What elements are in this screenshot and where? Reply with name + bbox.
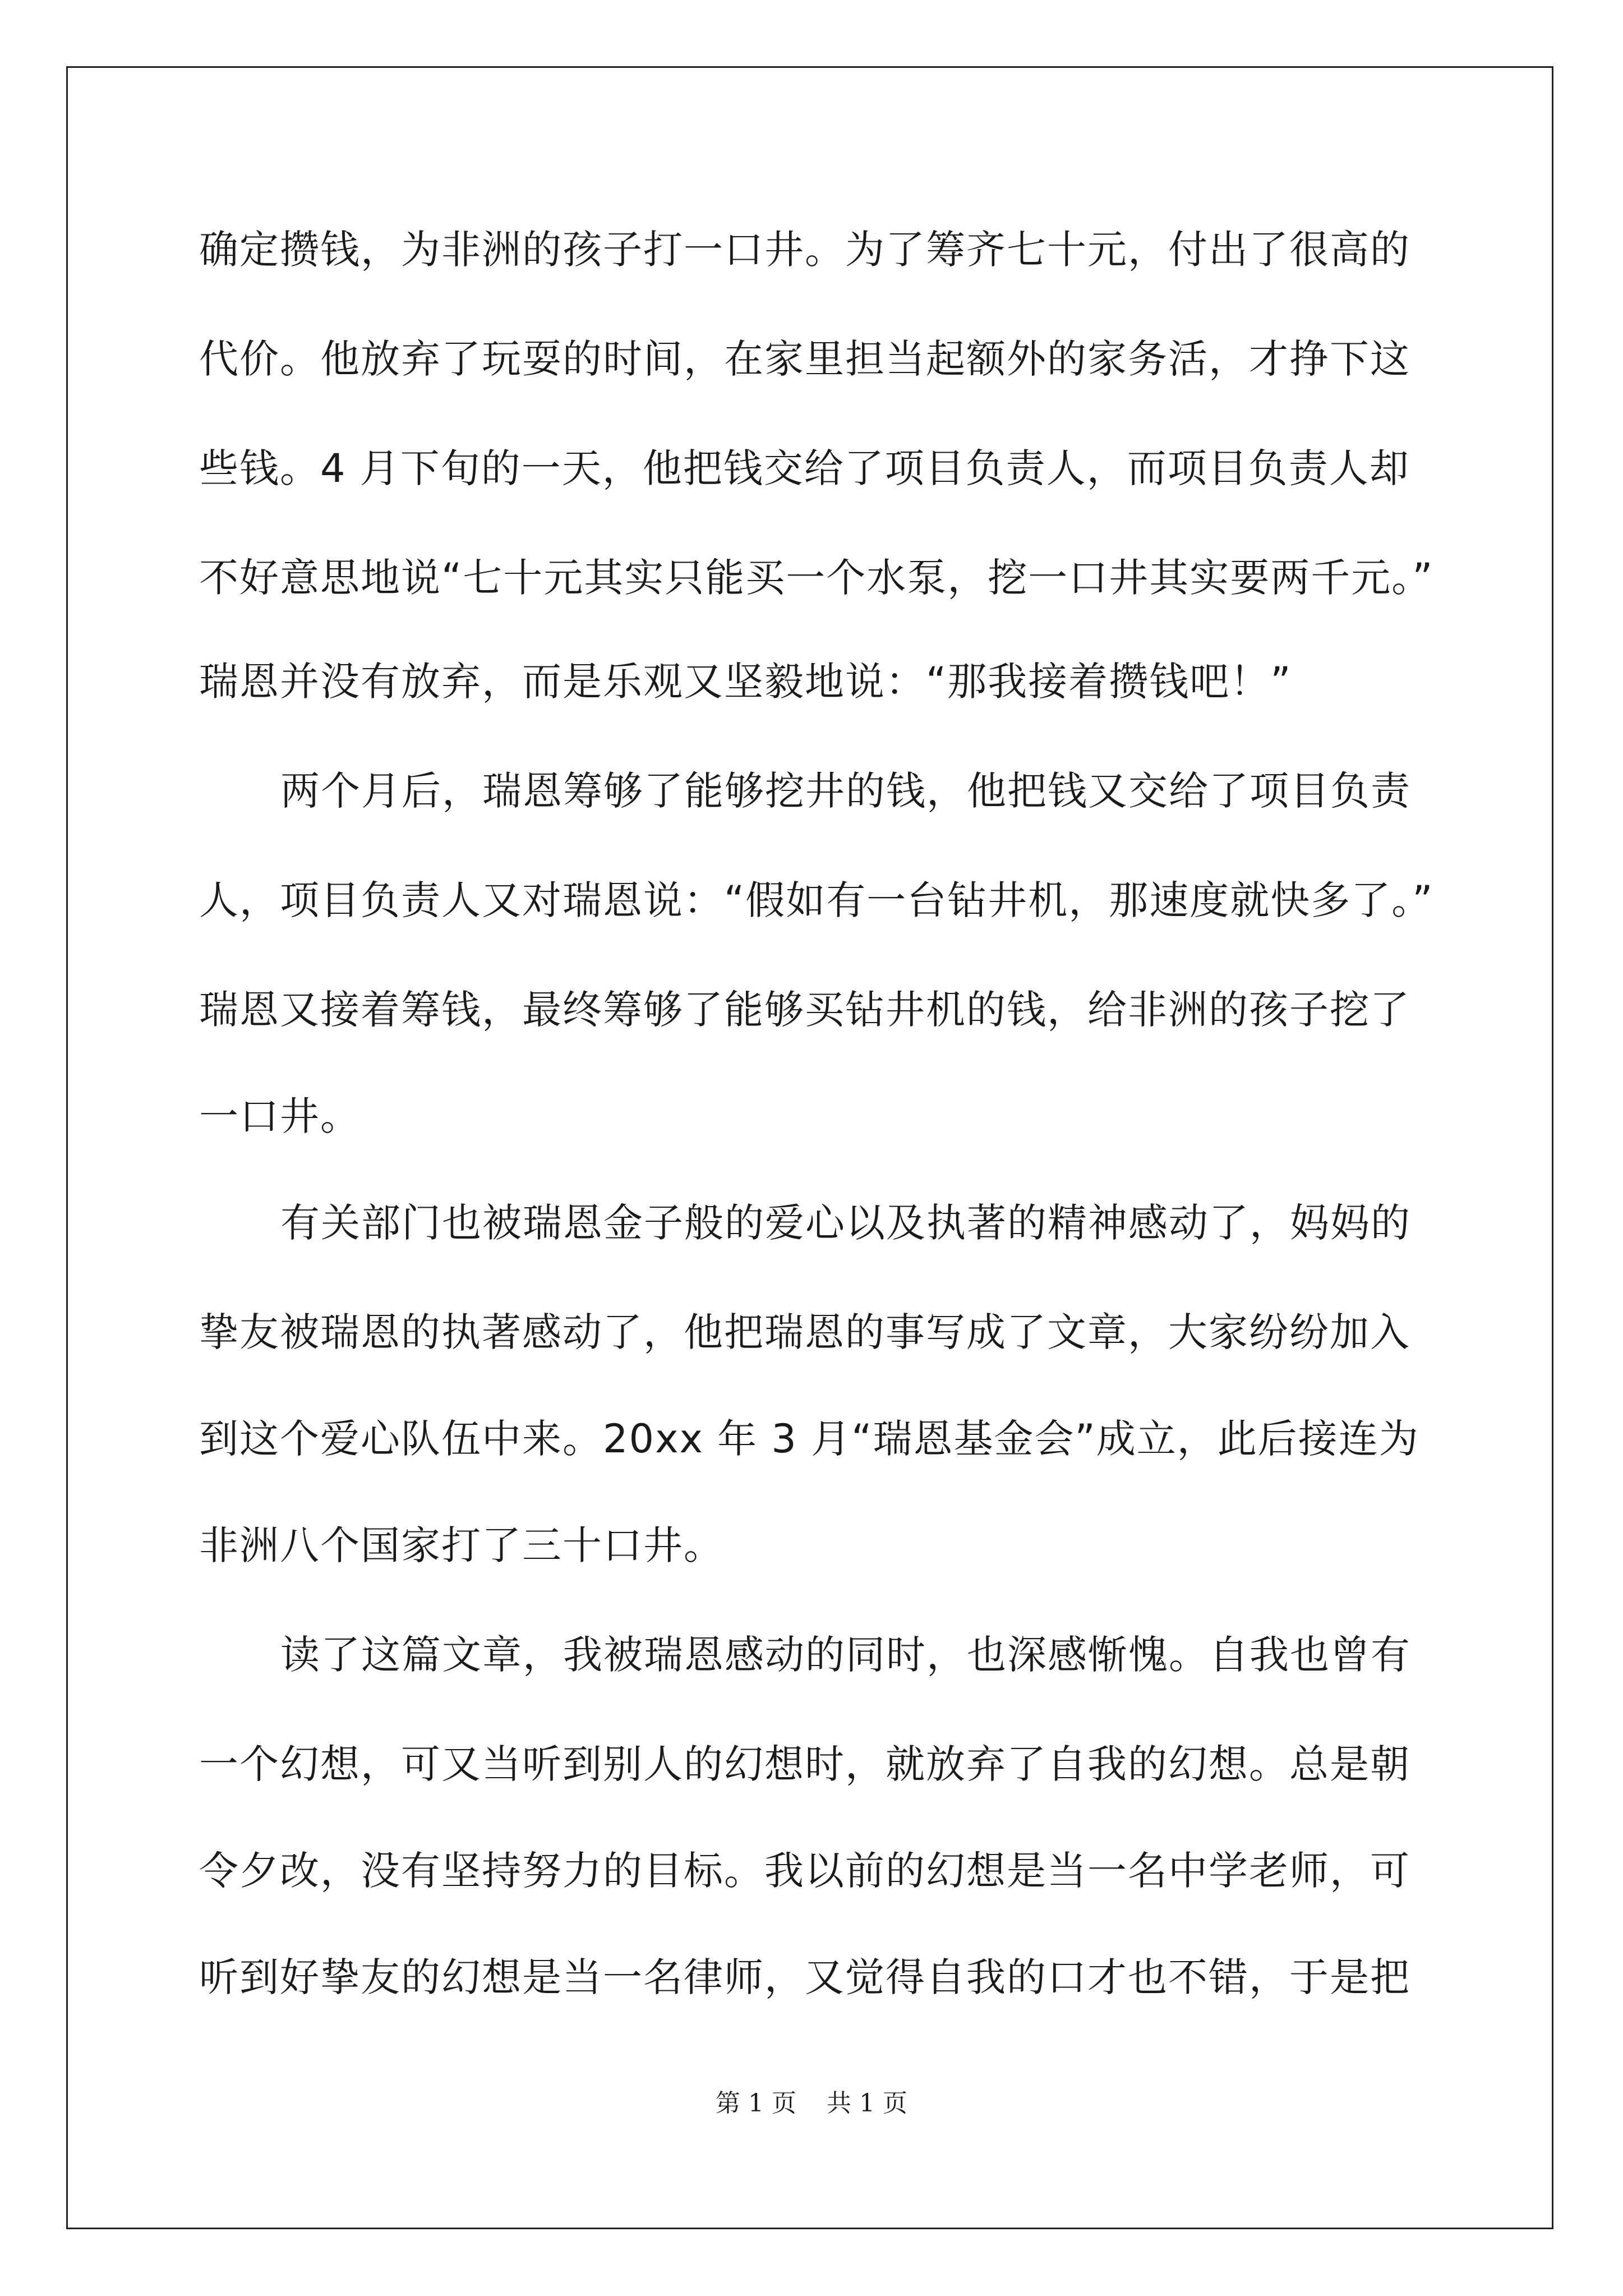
text-line: 一个幻想，可又当听到别人的幻想时，就放弃了自我的幻想。总是朝 [199,1741,1410,1787]
text-line: 些钱。4 月下旬的一天，他把钱交给了项目负责人，而项目负责人却 [199,445,1410,491]
text-line: 一口井。 [199,1093,361,1139]
text-line: 瑞恩又接着筹钱，最终筹够了能够买钻井机的钱，给非洲的孩子挖了 [199,987,1410,1033]
text-line: 人，项目负责人又对瑞恩说：“假如有一台钻井机，那速度就快多了。” [199,877,1434,923]
text-line: 到这个爱心队伍中来。20xx 年 3 月“瑞恩基金会”成立，此后接连为 [199,1416,1419,1462]
text-line: 瑞恩并没有放弃，而是乐观又坚毅地说：“那我接着攒钱吧！” [199,659,1292,705]
page-number: 第 1 页 [716,2089,796,2118]
page-total: 共 1 页 [827,2089,907,2118]
text-line: 令夕改，没有坚持努力的目标。我以前的幻想是当一名中学老师，可 [199,1848,1410,1894]
page-border [66,66,1553,2229]
text-line: 挚友被瑞恩的执著感动了，他把瑞恩的事写成了文章，大家纷纷加入 [199,1309,1410,1355]
paragraph-first-line: 有关部门也被瑞恩金子般的爱心以及执著的精神感动了，妈妈的 [280,1200,1411,1246]
paragraph-first-line: 两个月后，瑞恩筹够了能够挖井的钱，他把钱又交给了项目负责 [280,768,1411,814]
page-footer [0,2087,1623,2120]
text-line: 听到好挚友的幻想是当一名律师，又觉得自我的口才也不错，于是把 [199,1954,1410,2000]
paragraph-first-line: 读了这篇文章，我被瑞恩感动的同时，也深感惭愧。自我也曾有 [280,1632,1411,1678]
text-line: 确定攒钱，为非洲的孩子打一口井。为了筹齐七十元，付出了很高的 [199,227,1410,273]
text-line: 不好意思地说“七十元其实只能买一个水泵，挖一口井其实要两千元。” [199,555,1434,601]
text-line: 非洲八个国家打了三十口井。 [199,1522,724,1568]
text-line: 代价。他放弃了玩耍的时间，在家里担当起额外的家务活，才挣下这 [199,336,1410,382]
